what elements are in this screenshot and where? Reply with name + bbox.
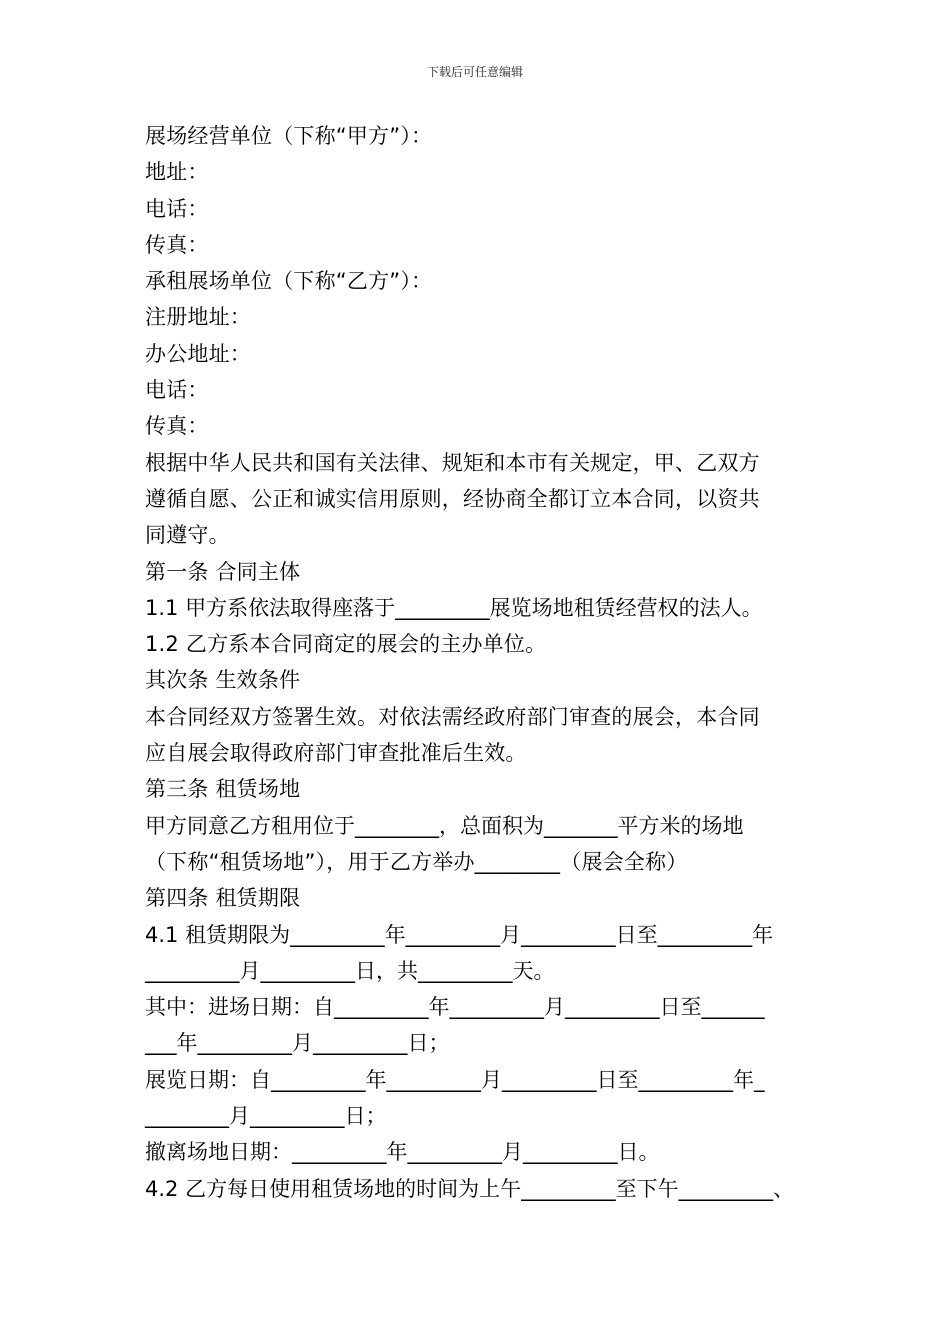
party-a-address-line: 地址： <box>145 160 209 185</box>
move-in-date-line: ___年_________月_________日； <box>145 1031 450 1056</box>
party-a-fax-line: 传真： <box>145 232 209 257</box>
page-header: 下载后可任意编辑 <box>426 65 523 79</box>
preamble-line: 根据中华人民共和国有关法律、规矩和本市有关规定，甲、乙双方 <box>145 450 760 475</box>
party-b-fax-line: 传真： <box>145 414 209 439</box>
party-a-phone-line: 电话： <box>145 196 209 221</box>
party-b-phone-line: 电话： <box>145 378 209 403</box>
clause-4-2: 4.2 乙方每日使用租赁场地的时间为上午_________至下午_________、 <box>145 1176 795 1201</box>
document-body <box>145 118 813 1207</box>
party-b-office-address-line: 办公地址： <box>145 341 251 366</box>
move-in-date-line: 其中：进场日期：自_________年_________月_________日至______ <box>145 995 765 1020</box>
exhibition-date-line: ________月_________日； <box>145 1104 387 1129</box>
clause-1-1: 1.1 甲方系依法取得座落于_________展览场地租赁经营权的法人。 <box>145 595 763 620</box>
article-2-heading: 其次条 生效条件 <box>145 668 301 693</box>
exhibition-date-line: 展览日期：自_________年_________月_________日至_________年_ <box>145 1067 765 1092</box>
article-3-text: （下称“租赁场地”），用于乙方举办________（展会全称） <box>145 849 688 874</box>
party-a-name-line: 展场经营单位（下称“甲方”）： <box>145 124 433 148</box>
clause-4-1: _________月_________日，共_________天。 <box>145 958 555 983</box>
article-2-text: 本合同经双方签署生效。对依法需经政府部门审查的展会，本合同 <box>145 704 760 729</box>
preamble-line: 同遵守。 <box>145 523 230 548</box>
article-3-text: 甲方同意乙方租用位于________，总面积为_______平方米的场地 <box>145 813 744 838</box>
clause-4-1: 4.1 租赁期限为_________年_________月_________日至_________年 <box>145 922 774 947</box>
party-b-registered-address-line: 注册地址： <box>145 305 251 330</box>
preamble-line: 遵循自愿、公正和诚实信用原则，经协商全都订立本合同，以资共 <box>145 486 760 511</box>
party-b-name-line: 承租展场单位（下称“乙方”）： <box>145 269 433 294</box>
article-2-text: 应自展会取得政府部门审查批准后生效。 <box>145 741 527 766</box>
article-1-heading: 第一条 合同主体 <box>145 559 301 584</box>
article-3-heading: 第三条 租赁场地 <box>145 777 301 802</box>
article-4-heading: 第四条 租赁期限 <box>145 886 301 911</box>
move-out-date-line: 撤离场地日期：_________年_________月_________日。 <box>145 1140 660 1165</box>
clause-1-2: 1.2 乙方系本合同商定的展会的主办单位。 <box>145 632 547 657</box>
